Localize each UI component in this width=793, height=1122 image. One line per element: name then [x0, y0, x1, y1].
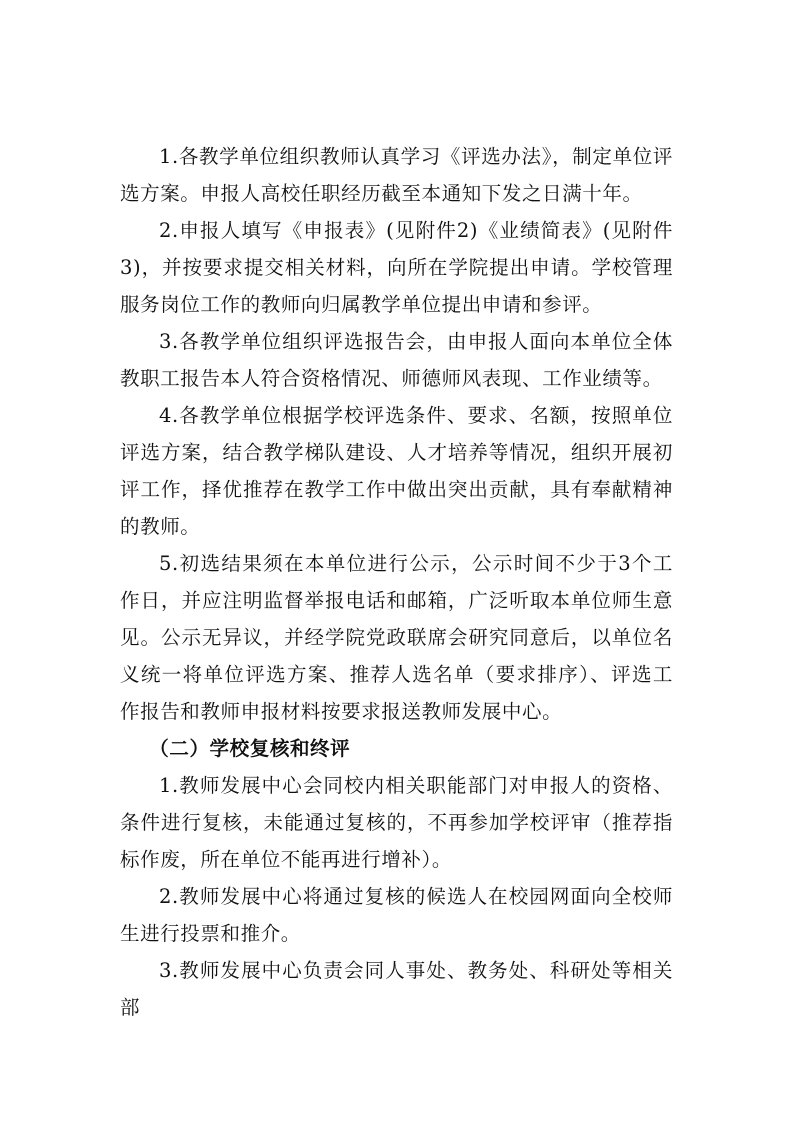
paragraph-step-2: 2.申报人填写《申报表》(见附件2)《业绩简表》(见附件3)，并按要求提交相关材料，向所在学院提出申请。学校管理服务岗位工作的教师向归属教学单位提出申请和参评。	[120, 219, 673, 316]
paragraph-review-3: 3.教师发展中心负责会同人事处、教务处、科研处等相关部	[120, 959, 673, 1019]
paragraph-step-3: 3.各教学单位组织评选报告会，由申报人面向本单位全体教职工报告本人符合资格情况、师德师风表现、工作业绩等。	[120, 330, 673, 390]
paragraph-step-5: 5.初选结果须在本单位进行公示，公示时间不少于3个工作日，并应注明监督举报电话和邮箱，广泛听取本单位师生意见。公示无异议，并经学院党政联席会研究同意后，以单位名义统一将单位评选方案、推荐人选名单（要求排序）、评选工作报告和教师申报材料按要求报送教师发展中心。	[120, 552, 673, 723]
paragraph-review-1: 1.教师发展中心会同校内相关职能部门对申报人的资格、条件进行复核，未能通过复核的，不再参加学校评审（推荐指标作废，所在单位不能再进行增补）。	[120, 774, 673, 871]
paragraph-review-2: 2.教师发展中心将通过复核的候选人在校园网面向全校师生进行投票和推介。	[120, 885, 673, 945]
paragraph-step-1: 1.各教学单位组织教师认真学习《评选办法》，制定单位评选方案。申报人高校任职经历截至本通知下发之日满十年。	[120, 145, 673, 205]
section-heading: （二）学校复核和终评	[149, 737, 351, 760]
paragraph-step-4: 4.各教学单位根据学校评选条件、要求、名额，按照单位评选方案，结合教学梯队建设、人才培养等情况，组织开展初评工作，择优推荐在教学工作中做出突出贡献，具有奉献精神的教师。	[120, 404, 673, 538]
